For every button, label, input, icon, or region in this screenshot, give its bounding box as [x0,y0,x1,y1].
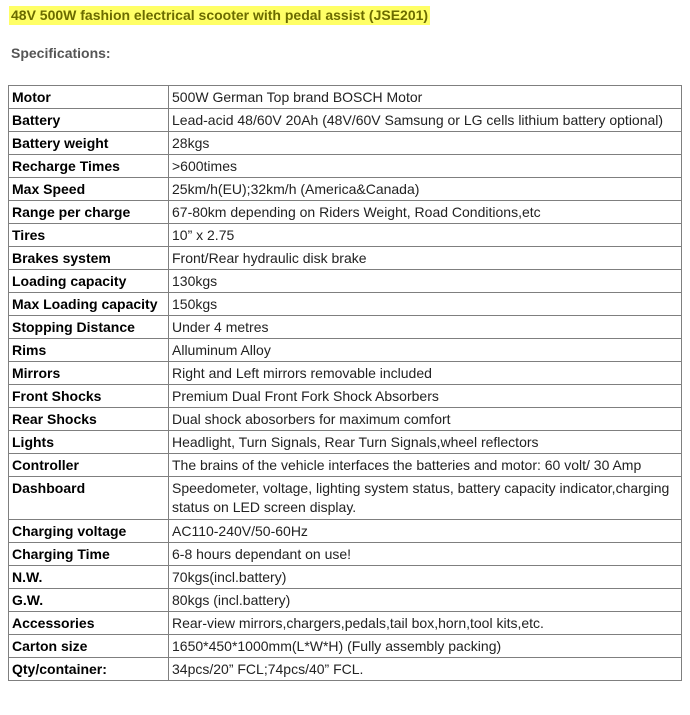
table-row [9,543,682,566]
table-row [9,566,682,589]
spec-value: Right and Left mirrors removable included [169,362,682,385]
table-row [9,362,682,385]
spec-value: Dual shock abosorbers for maximum comfort [169,408,682,431]
page-title: 48V 500W fashion electrical scooter with pedal assist (JSE201) [11,7,429,23]
table-row [9,293,682,316]
specifications-table [8,85,682,681]
table-row [9,224,682,247]
spec-value: 500W German Top brand BOSCH Motor [169,86,682,109]
spec-value: 25km/h(EU);32km/h (America&Canada) [169,178,682,201]
table-row [9,316,682,339]
spec-label: Controller [9,454,169,477]
spec-label: Tires [9,224,169,247]
spec-value: Speedometer, voltage, lighting system status, battery capacity indicator,charging status on LED screen display. [169,477,682,520]
spec-label: Charging voltage [9,520,169,543]
spec-label: Stopping Distance [9,316,169,339]
spec-value: 6-8 hours dependant on use! [169,543,682,566]
spec-label: Mirrors [9,362,169,385]
table-row [9,589,682,612]
spec-value: 67-80km depending on Riders Weight, Road Conditions,etc [169,201,682,224]
spec-value: AC110-240V/50-60Hz [169,520,682,543]
table-row [9,132,682,155]
spec-label: Battery weight [9,132,169,155]
table-row [9,477,682,520]
spec-value: Under 4 metres [169,316,682,339]
table-row [9,431,682,454]
table-row [9,201,682,224]
table-row [9,270,682,293]
spec-value: Premium Dual Front Fork Shock Absorbers [169,385,682,408]
table-row [9,178,682,201]
table-row [9,86,682,109]
spec-label: Motor [9,86,169,109]
spec-label: Max Speed [9,178,169,201]
spec-value: The brains of the vehicle interfaces the batteries and motor: 60 volt/ 30 Amp [169,454,682,477]
spec-label: Accessories [9,612,169,635]
spec-label: Carton size [9,635,169,658]
spec-value: Front/Rear hydraulic disk brake [169,247,682,270]
table-row [9,408,682,431]
spec-value: 10” x 2.75 [169,224,682,247]
spec-label: Loading capacity [9,270,169,293]
spec-value: Alluminum Alloy [169,339,682,362]
table-row [9,454,682,477]
spec-label: G.W. [9,589,169,612]
spec-label: Rear Shocks [9,408,169,431]
spec-label: Recharge Times [9,155,169,178]
spec-value: 80kgs (incl.battery) [169,589,682,612]
spec-value: 150kgs [169,293,682,316]
spec-label: Range per charge [9,201,169,224]
spec-label: Front Shocks [9,385,169,408]
table-row [9,658,682,681]
spec-value: 28kgs [169,132,682,155]
spec-value: Headlight, Turn Signals, Rear Turn Signals,wheel reflectors [169,431,682,454]
spec-value: 34pcs/20” FCL;74pcs/40” FCL. [169,658,682,681]
table-row [9,339,682,362]
spec-value: Rear-view mirrors,chargers,pedals,tail box,horn,tool kits,etc. [169,612,682,635]
spec-label: Charging Time [9,543,169,566]
spec-value: 130kgs [169,270,682,293]
spec-label: Max Loading capacity [9,293,169,316]
table-row [9,155,682,178]
spec-label: Rims [9,339,169,362]
spec-label: Qty/container: [9,658,169,681]
spec-value: 1650*450*1000mm(L*W*H) (Fully assembly packing) [169,635,682,658]
table-row [9,109,682,132]
spec-value: 70kgs(incl.battery) [169,566,682,589]
spec-label: Dashboard [9,477,169,520]
table-row [9,520,682,543]
section-heading: Specifications: [11,45,111,61]
spec-label: N.W. [9,566,169,589]
spec-label: Lights [9,431,169,454]
spec-value: Lead-acid 48/60V 20Ah (48V/60V Samsung or LG cells lithium battery optional) [169,109,682,132]
spec-value: >600times [169,155,682,178]
table-row [9,612,682,635]
table-row [9,385,682,408]
spec-label: Brakes system [9,247,169,270]
table-row [9,247,682,270]
spec-label: Battery [9,109,169,132]
table-row [9,635,682,658]
